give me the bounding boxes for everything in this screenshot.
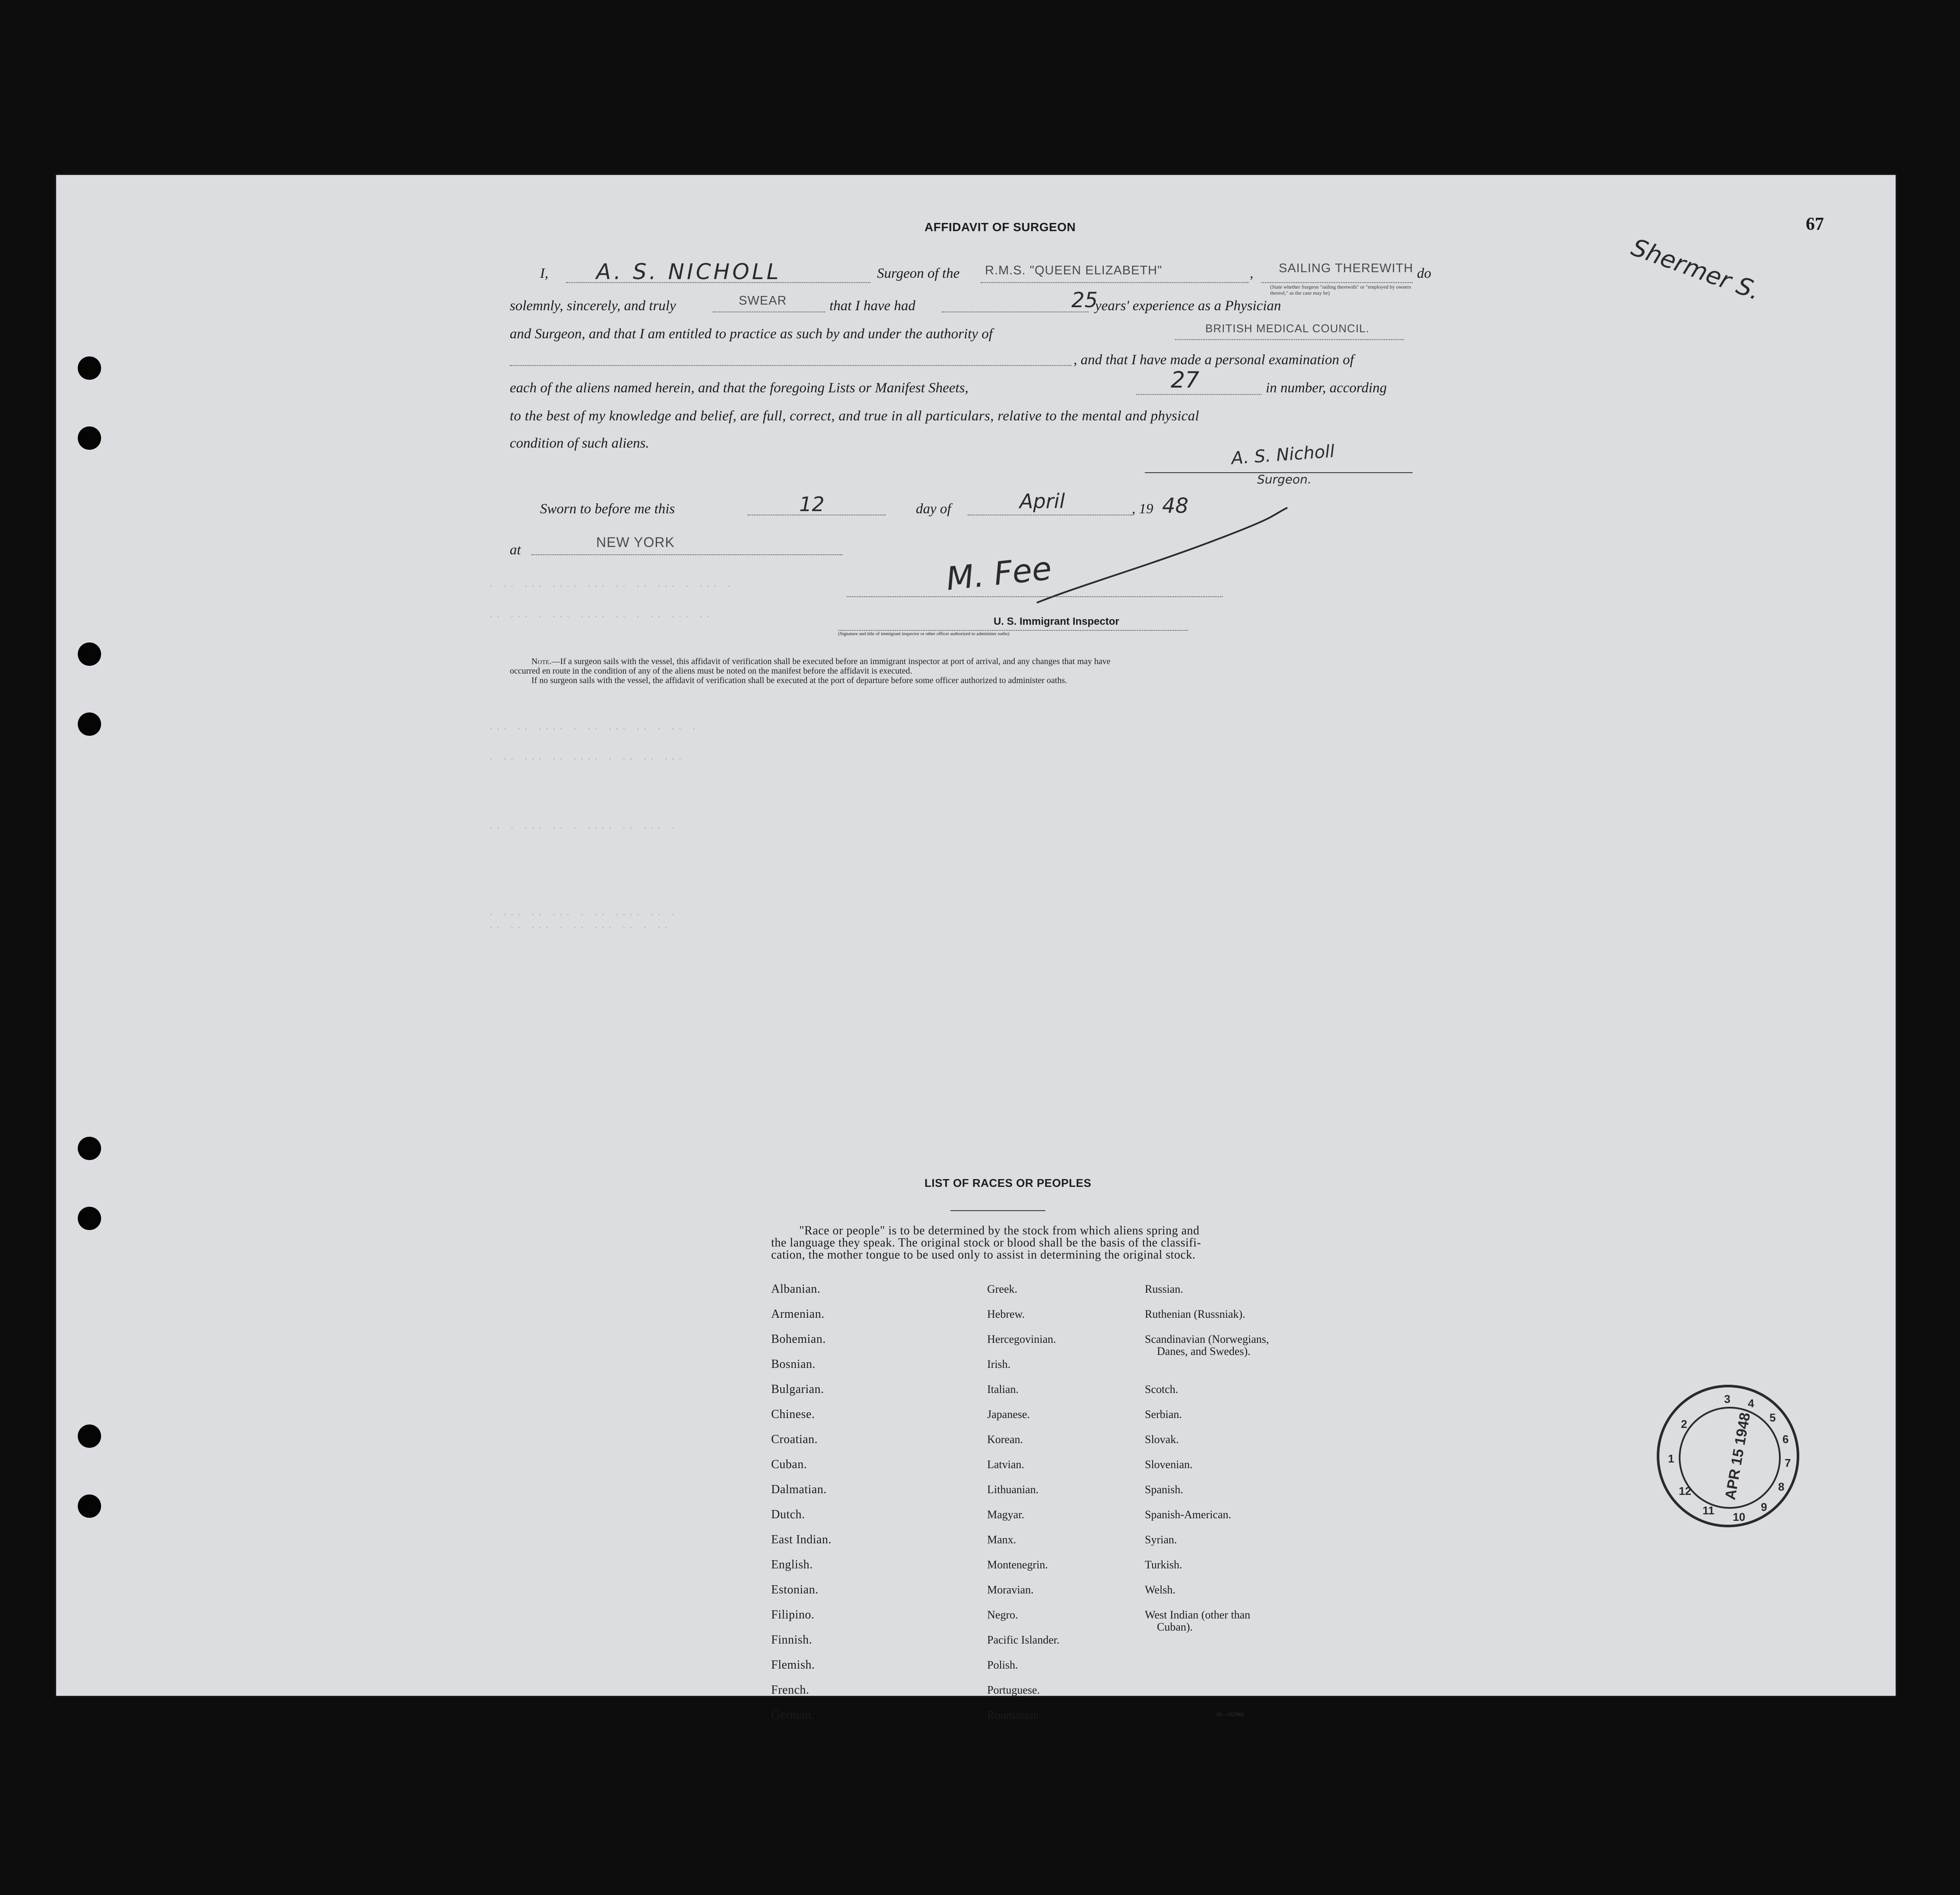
race-item: Bosnian.: [771, 1358, 816, 1371]
surgeon-signature: A. S. Nicholl: [1230, 441, 1335, 469]
race-item: Turkish.: [1145, 1558, 1182, 1571]
stamp-number: 8: [1778, 1480, 1785, 1493]
stamp-number: 11: [1703, 1504, 1715, 1517]
race-item: Polish.: [987, 1659, 1018, 1671]
race-item: Dutch.: [771, 1508, 805, 1521]
races-intro-2: the language they speak. The original stock or blood shall be the basis of the classifi-: [771, 1236, 1201, 1250]
race-item: Armenian.: [771, 1307, 825, 1321]
sworn-month: April: [1020, 490, 1065, 513]
race-item: Serbian.: [1145, 1408, 1182, 1421]
oath-type: SWEAR: [739, 294, 787, 308]
binder-hole: [78, 1207, 101, 1230]
note-line-2: occurred en route in the condition of any of the aliens must be noted on the manifest before the affidavit is executed.: [510, 666, 912, 676]
form-number: 16—16706b: [1216, 1711, 1244, 1717]
stamp-number: 1: [1668, 1452, 1674, 1465]
stamp-number: 5: [1769, 1411, 1776, 1424]
bleed-through-text: ·· ·· ··· · ·· ··· ·· · ··: [488, 922, 670, 933]
fill-line: [510, 365, 1071, 366]
race-item: French.: [771, 1683, 810, 1697]
fill-line: [981, 282, 1248, 283]
race-item: Spanish-American.: [1145, 1508, 1232, 1521]
race-item: Cuban.: [771, 1458, 807, 1471]
fill-line: [531, 554, 842, 555]
sworn-year: 48: [1162, 494, 1189, 518]
races-column-3: [1145, 1283, 1269, 1634]
affidavit-text: to the best of my knowledge and belief, are full, correct, and true in all particulars, relative to the mental and physical: [510, 408, 1199, 424]
margin-note: Shermer S.: [1627, 233, 1764, 306]
race-item: Portuguese.: [987, 1684, 1040, 1696]
race-item: Chinese.: [771, 1408, 815, 1421]
race-item: Negro.: [987, 1609, 1018, 1621]
affidavit-text: Surgeon of the: [877, 266, 960, 281]
stamp-number: 2: [1681, 1418, 1687, 1431]
race-item: Hebrew.: [987, 1308, 1025, 1320]
race-item: German.: [771, 1708, 815, 1722]
stamp-number: 6: [1782, 1433, 1789, 1446]
sailing-status: SAILING THEREWITH: [1279, 261, 1414, 275]
race-item: Russian.: [1145, 1283, 1183, 1295]
affidavit-text: and Surgeon, and that I am entitled to practice as such by and under the authority of: [510, 326, 993, 342]
race-item: Scotch.: [1145, 1383, 1179, 1396]
bleed-through-text: · ··· ·· ··· · ·· ···· ·· ·: [488, 909, 677, 920]
race-item: Manx.: [987, 1533, 1017, 1546]
race-item-text: West Indian (other than: [1145, 1609, 1251, 1621]
affidavit-text: Sworn to before me this: [540, 501, 675, 517]
binder-hole: [78, 1494, 101, 1518]
race-item: Magyar.: [987, 1508, 1024, 1521]
race-item: Greek.: [987, 1283, 1018, 1295]
sheet-count: 27: [1171, 367, 1200, 393]
binder-hole: [78, 426, 101, 450]
races-column-2: [987, 1283, 1060, 1734]
note-label: Note.: [531, 657, 552, 666]
race-item: Ruthenian (Russniak).: [1145, 1308, 1245, 1320]
races-column-1: [771, 1283, 832, 1734]
bleed-through-text: ··· ·· ···· · ·· ··· ·· · ·· ·: [488, 724, 699, 734]
affidavit-text: I,: [540, 266, 549, 281]
sworn-day: 12: [799, 493, 825, 516]
race-item: Japanese.: [987, 1408, 1030, 1421]
races-intro-3: cation, the mother tongue to be used only to assist in determining the original stock.: [771, 1248, 1196, 1262]
race-item: Dalmatian.: [771, 1483, 827, 1496]
ship-name: R.M.S. "QUEEN ELIZABETH": [985, 264, 1163, 277]
stamp-number: 12: [1679, 1485, 1691, 1498]
race-item: Pacific Islander.: [987, 1634, 1060, 1646]
race-item: Bulgarian.: [771, 1383, 824, 1396]
race-item: Filipino.: [771, 1608, 815, 1622]
fill-line: [838, 630, 1188, 631]
inspector-signature: M. Fee: [944, 550, 1054, 598]
race-item: Welsh.: [1145, 1583, 1175, 1596]
surgeon-name: A. S. NICHOLL: [596, 259, 781, 284]
affidavit-text: each of the aliens named herein, and that the foregoing Lists or Manifest Sheets,: [510, 380, 969, 396]
note-text: —If a surgeon sails with the vessel, this affidavit of verification shall be executed before an immigrant inspector at port of arrival, and any changes that may have: [551, 657, 1111, 666]
authority: BRITISH MEDICAL COUNCIL.: [1205, 322, 1369, 335]
race-item: [1145, 1333, 1269, 1358]
binder-hole: [78, 712, 101, 736]
stamp-number: 7: [1785, 1456, 1791, 1469]
race-item: Latvian.: [987, 1458, 1024, 1471]
race-item: Estonian.: [771, 1583, 819, 1596]
bleed-through-text: ·· · ··· ·· · ···· ·· ··· ·: [488, 823, 677, 834]
note-line-3: If no surgeon sails with the vessel, the affidavit of verification shall be executed at the port of departure before some officer authorized to administer oaths.: [531, 676, 1067, 685]
race-item: East Indian.: [771, 1533, 832, 1546]
years-experience: 25: [1071, 288, 1098, 312]
race-item: English.: [771, 1558, 813, 1571]
stamp-number: 3: [1724, 1393, 1731, 1405]
inspector-signature-flourish: [1028, 503, 1296, 616]
races-intro-1: "Race or people" is to be determined by the stock from which aliens spring and: [799, 1224, 1200, 1237]
race-item: Croatian.: [771, 1433, 818, 1446]
race-item-text: Scandinavian (Norwegians,: [1145, 1333, 1269, 1345]
race-item: Italian.: [987, 1383, 1019, 1396]
inspector-title: U. S. Immigrant Inspector: [994, 616, 1119, 627]
race-item: Slovak.: [1145, 1433, 1179, 1446]
signature-line: [847, 596, 1223, 597]
race-item: Montenegrin.: [987, 1558, 1048, 1571]
affidavit-text: years' experience as a Physician: [1095, 298, 1281, 314]
races-title: LIST OF RACES OR PEOPLES: [924, 1176, 1092, 1189]
bleed-through-text: ·· ··· · ··· ···· ·· · ·· ··· ··: [488, 611, 712, 622]
inspector-caption: (Signature and title of immigrant inspector or other officer authorized to administer oaths): [838, 631, 1010, 636]
affidavit-text: , and that I have made a personal examination of: [1074, 352, 1354, 368]
sailing-note: (State whether Surgeon "sailing therewith" or "employed by owners thereof," as the case may be): [1270, 284, 1411, 296]
binder-hole: [78, 356, 101, 380]
stamp-date: APR 15 1948: [1722, 1411, 1754, 1501]
affidavit-text: , 19: [1132, 501, 1153, 517]
race-item: Irish.: [987, 1358, 1011, 1370]
race-item-continuation: Cuban).: [1157, 1621, 1193, 1633]
binder-hole: [78, 642, 101, 666]
bleed-through-text: · ·· ··· ·· ···· · ·· ·· ···: [488, 754, 684, 765]
surgeon-signature-caption: Surgeon.: [1257, 472, 1312, 486]
fill-line: [1261, 282, 1413, 283]
binder-hole: [78, 1137, 101, 1160]
stamp-number: 9: [1761, 1501, 1767, 1513]
bleed-through-text: · ·· ··· ···· ··· ·· ·· ··· · ··· ·: [488, 581, 734, 592]
race-item: Roumanian.: [987, 1709, 1042, 1721]
binder-hole: [78, 1424, 101, 1448]
race-item: Bohemian.: [771, 1332, 826, 1346]
affidavit-text: in number, according: [1266, 380, 1387, 396]
page-number: 67: [1806, 214, 1824, 234]
fill-line: [1175, 339, 1404, 340]
affidavit-text: at: [510, 542, 521, 558]
race-spacer: [1145, 1358, 1269, 1383]
race-item-continuation: Danes, and Swedes).: [1157, 1345, 1251, 1358]
race-item: Finnish.: [771, 1633, 813, 1647]
race-item: Moravian.: [987, 1583, 1034, 1596]
race-item: Syrian.: [1145, 1533, 1177, 1546]
affidavit-text: that I have had: [829, 298, 915, 314]
document-page: [56, 175, 1896, 1722]
stamp-number: 10: [1733, 1510, 1745, 1523]
affidavit-title: AFFIDAVIT OF SURGEON: [924, 220, 1076, 234]
race-item: [1145, 1609, 1269, 1634]
received-date-stamp: [1657, 1385, 1799, 1527]
sworn-place: NEW YORK: [596, 534, 675, 550]
affidavit-text: do: [1417, 266, 1431, 281]
title-rule: [950, 1210, 1045, 1211]
race-item: Albanian.: [771, 1282, 821, 1296]
race-item: Flemish.: [771, 1658, 815, 1672]
affidavit-text: solemnly, sincerely, and truly: [510, 298, 676, 314]
affidavit-text: condition of such aliens.: [510, 436, 649, 451]
note-line-1: [531, 657, 1111, 666]
race-item: Korean.: [987, 1433, 1023, 1446]
race-item: Spanish.: [1145, 1483, 1183, 1496]
affidavit-text: ,: [1250, 266, 1254, 281]
race-item: Hercegovinian.: [987, 1333, 1056, 1345]
race-item: Lithuanian.: [987, 1483, 1039, 1496]
race-item: Slovenian.: [1145, 1458, 1193, 1471]
affidavit-text: day of: [916, 501, 951, 517]
stamp-number: 4: [1748, 1397, 1754, 1410]
fill-line: [1136, 394, 1261, 395]
